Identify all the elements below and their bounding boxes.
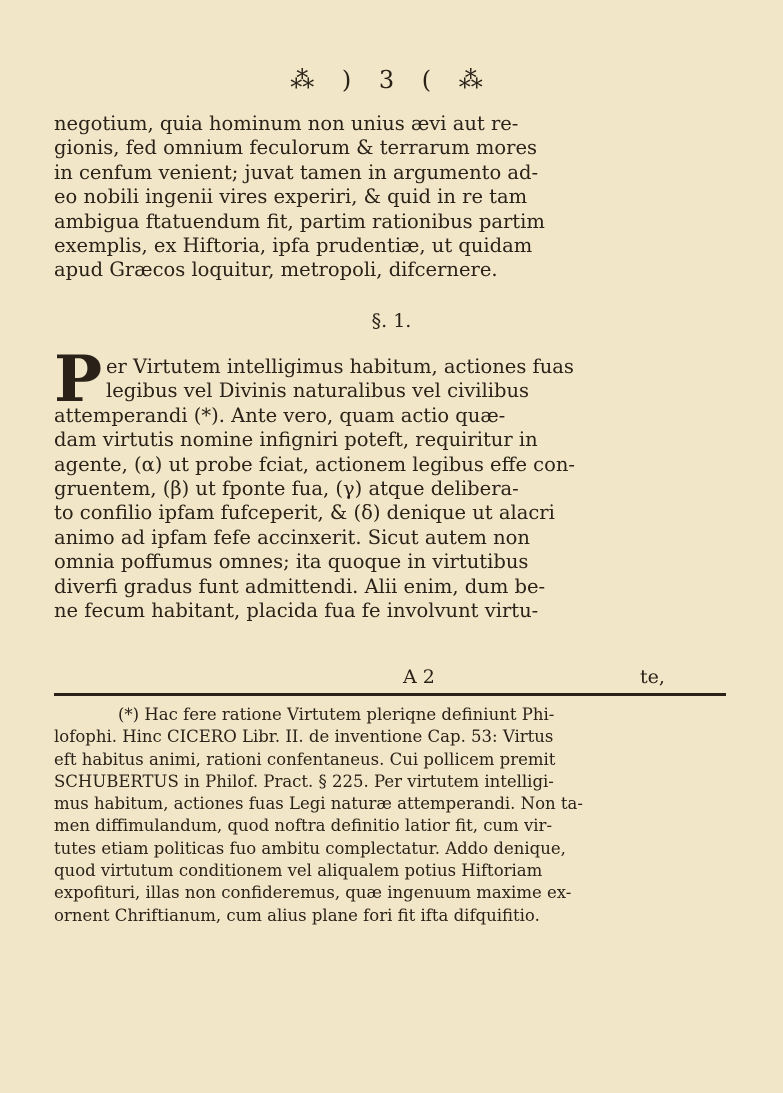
- footnote-line: lofophi. Hinc CICERO Libr. II. de inventione Cap. 53: Virtus: [54, 727, 554, 747]
- footnote-line: men diffimulandum, quod noftra definitio latior fit, cum vir-: [54, 816, 553, 836]
- paragraph-continued: [54, 112, 726, 283]
- text-line: eo nobili ingenii vires experiri, & quid in re tam: [54, 185, 528, 209]
- text-line: attemperandi (*). Ante vero, quam actio quæ-: [54, 403, 506, 427]
- text-line: ambigua ftatuendum fit, partim rationibus partim: [54, 209, 545, 233]
- footnote-line: SCHUBERTUS in Philof. Pract. § 225. Per virtutem intelligi-: [54, 771, 554, 791]
- footnote-line: quod virtutum conditionem vel aliqualem potius Hiftoriam: [54, 861, 543, 881]
- text-line: gionis, fed omnium feculorum & terrarum mores: [54, 136, 538, 160]
- footnotes: [54, 704, 726, 927]
- text-line: ne fecum habitant, placida fua fe involvunt virtu-: [54, 599, 539, 623]
- drop-capital: P: [54, 342, 103, 417]
- text-line: agente, (α) ut probe fciat, actionem legibus effe con-: [54, 452, 575, 476]
- text-line: gruentem, (β) ut fponte fua, (γ) atque delibera-: [54, 477, 519, 501]
- footnote-line: mus habitum, actiones fuas Legi naturæ attemperandi. Non ta-: [54, 794, 583, 814]
- text-line: er Virtutem intelligimus habitum, actiones fuas: [106, 355, 574, 378]
- footnote-divider: [54, 693, 726, 696]
- footnote-line: expofituri, illas non confideremus, quæ ingenuum maxime ex-: [54, 883, 572, 903]
- text-line: dam virtutis nomine infigniri poteft, requiritur in: [54, 428, 538, 452]
- footnote-line: (*) Hac fere ratione Virtutem pleriqne definiunt Phi-: [118, 705, 555, 724]
- page-header: ⁂ ) 3 ( ⁂: [290, 66, 493, 94]
- text-line: animo ad ipfam fefe accinxerit. Sicut autem non: [54, 525, 530, 549]
- text-line: apud Græcos loquitur, metropoli, difcernere.: [54, 258, 498, 282]
- paragraph-section-1: [54, 355, 726, 623]
- catchword: te,: [640, 666, 665, 688]
- footnote-line: eft habitus animi, rationi confentaneus. Cui pollicem premit: [54, 749, 556, 769]
- text-line: to confilio ipfam fufceperit, & (δ) denique ut alacri: [54, 501, 555, 525]
- text-line: negotium, quia hominum non unius ævi aut re-: [54, 112, 519, 135]
- text-line: exemplis, ex Hiftoria, ipfa prudentiæ, ut quidam: [54, 234, 533, 258]
- text-line: diverfi gradus funt admittendi. Alii enim, dum be-: [54, 574, 546, 598]
- signature-mark: A 2: [403, 666, 435, 688]
- text-line: legibus vel Divinis naturalibus vel civilibus: [106, 379, 530, 403]
- section-heading: §. 1.: [371, 310, 412, 332]
- text-line: in cenfum venient; juvat tamen in argumento ad-: [54, 160, 539, 184]
- text-line: omnia poffumus omnes; ita quoque in virtutibus: [54, 550, 529, 574]
- footnote-line: ornent Chriftianum, cum alius plane fori fit ifta difquifitio.: [54, 905, 540, 925]
- footnote-line: tutes etiam politicas fuo ambitu complectatur. Addo denique,: [54, 838, 566, 858]
